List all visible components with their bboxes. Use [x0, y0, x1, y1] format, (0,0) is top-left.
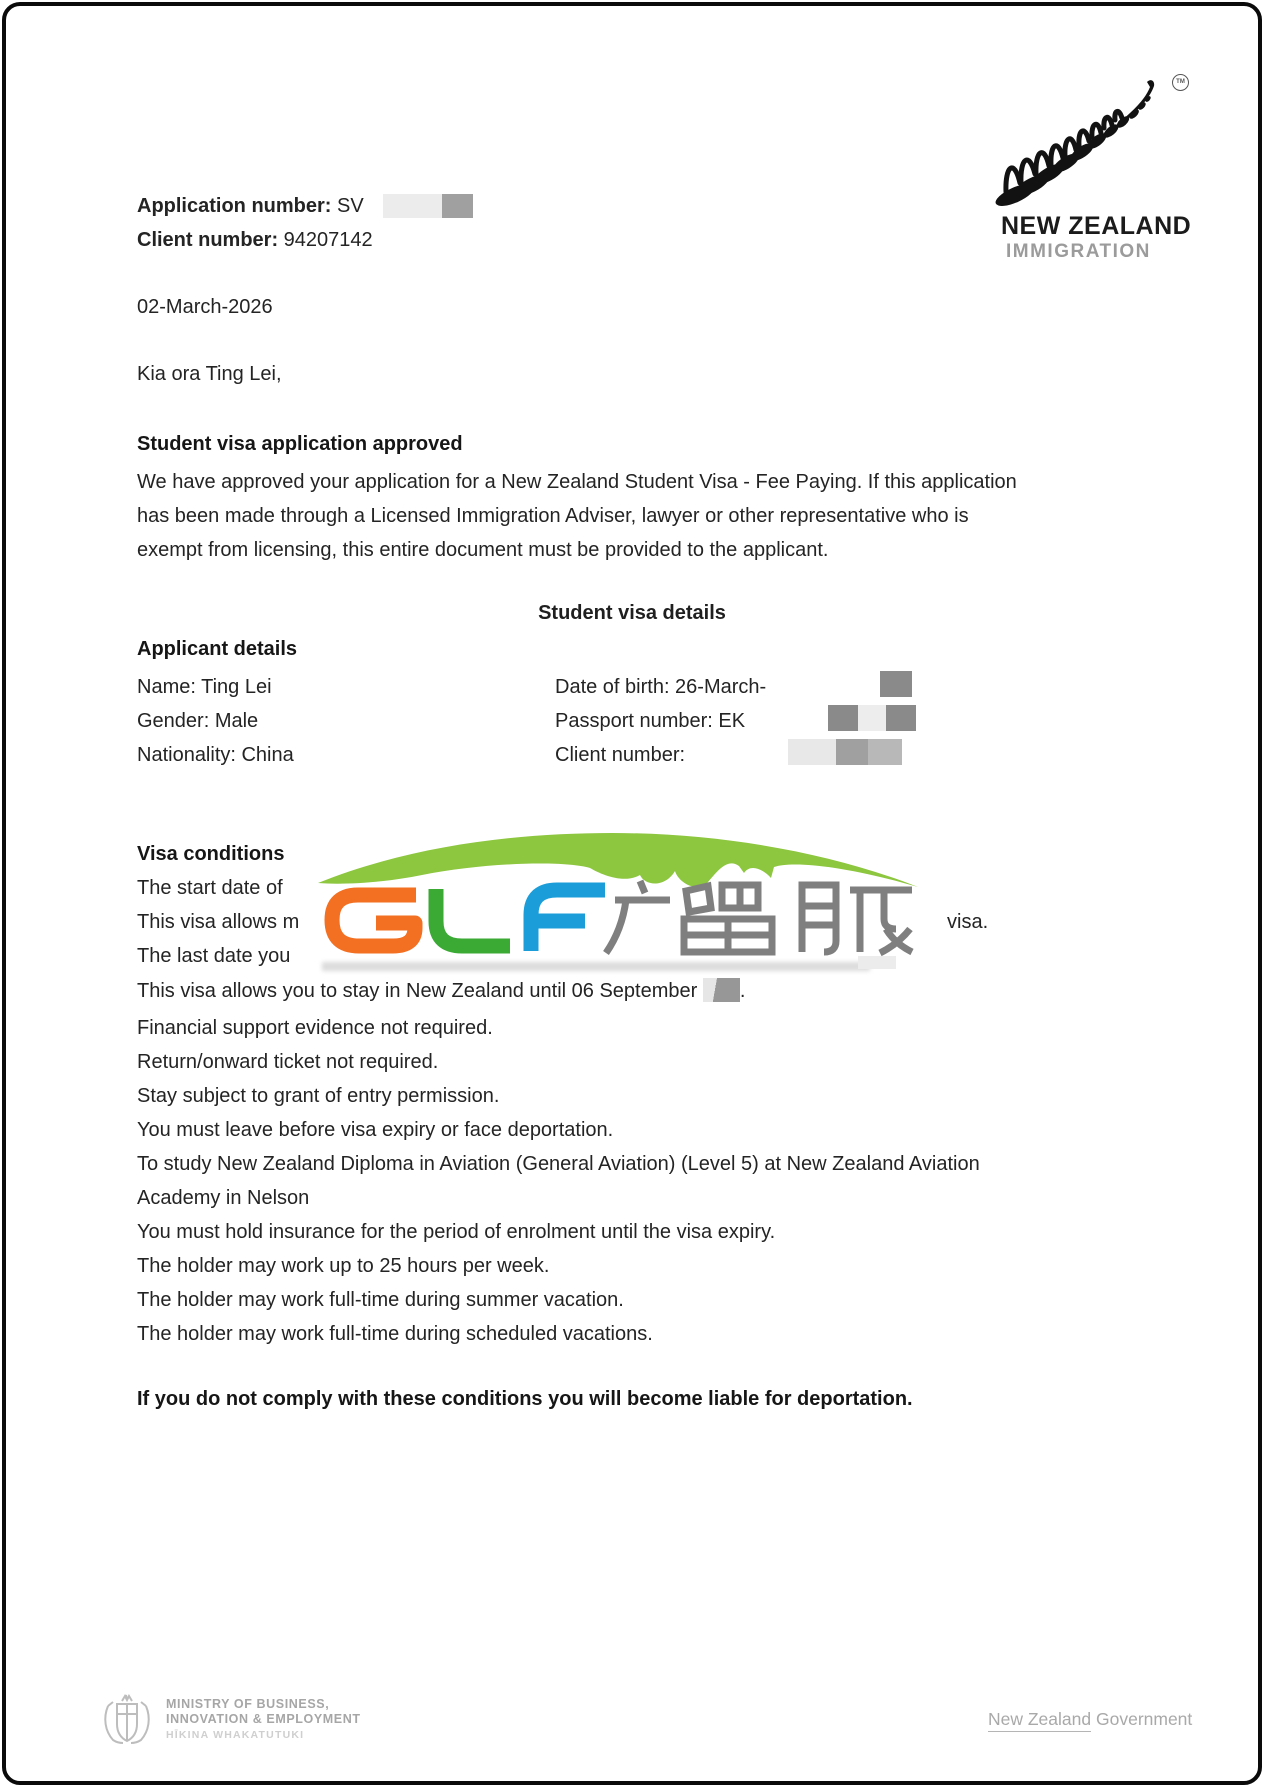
client-redaction-2 — [836, 739, 868, 765]
approval-body — [137, 465, 1017, 567]
application-number-label: Application number: — [137, 195, 332, 217]
ministry-maori-name: HĪKINA WHAKATUTUKI — [166, 1729, 305, 1741]
client-redaction-1 — [788, 739, 836, 765]
conditions-list — [137, 1011, 980, 1351]
passport-redaction-1 — [828, 705, 858, 731]
applicant-detail-row: Passport number: EK — [555, 710, 746, 732]
watermark-letter-g — [332, 895, 416, 946]
passport-redaction-3 — [886, 705, 916, 731]
applicant-detail-row: Date of birth: 26-March- — [555, 676, 767, 698]
condition-line-allows: This visa allows m visa. — [137, 911, 989, 933]
visa-conditions-heading: Visa conditions — [137, 843, 285, 865]
compliance-warning: If you do not comply with these conditions you will become liable for deportation. — [137, 1388, 913, 1410]
condition-line: The holder may work up to 25 hours per week. — [137, 1255, 550, 1277]
trademark-icon: TM — [1172, 74, 1189, 91]
condition-line-allows-suffix: visa. — [947, 911, 989, 933]
nz-government-logo — [988, 1709, 1192, 1730]
client-number-row — [137, 227, 373, 253]
condition-line: Stay subject to grant of entry permission. — [137, 1085, 500, 1107]
silver-fern-icon — [993, 76, 1165, 210]
logo-wordmark-immigration: IMMIGRATION — [1006, 241, 1151, 262]
condition-line: Return/onward ticket not required. — [137, 1051, 439, 1073]
glf-watermark-logo — [312, 833, 924, 961]
condition-line: To study New Zealand Diploma in Aviation (General Aviation) (Level 5) at New Zealand Aviation — [137, 1153, 980, 1175]
section-title: Student visa details — [538, 602, 726, 624]
approval-body-line: has been made through a Licensed Immigration Adviser, lawyer or other representative who is — [137, 505, 969, 527]
application-number-value: SV — [331, 195, 364, 217]
condition-line: You must hold insurance for the period of enrolment until the visa expiry. — [137, 1221, 776, 1243]
condition-line-stay-until: This visa allows you to stay in New Zealand until 06 September . — [137, 980, 746, 1002]
applicant-details-heading: Applicant details — [137, 638, 298, 660]
logo-wordmark-new-zealand: NEW ZEALAND — [1001, 212, 1192, 240]
blurred-redacted-text — [322, 962, 870, 971]
client-redaction-3 — [868, 739, 902, 765]
applicant-detail-row: Gender: Male — [137, 710, 259, 732]
approval-heading: Student visa application approved — [137, 433, 463, 455]
condition-line: Academy in Nelson — [137, 1187, 310, 1209]
ministry-name-line1: MINISTRY OF BUSINESS, — [166, 1697, 330, 1711]
nz-government-part2: Government — [1091, 1709, 1193, 1729]
approval-body-line: exempt from licensing, this entire document must be provided to the applicant. — [137, 539, 829, 561]
client-number-label: Client number: — [137, 229, 279, 251]
watermark-letter-l — [436, 889, 510, 946]
stay-date-redaction — [703, 978, 740, 1002]
condition-line: Financial support evidence not required. — [137, 1017, 493, 1039]
approval-body-line: We have approved your application for a New Zealand Student Visa - Fee Paying. If this application — [137, 471, 1017, 493]
condition-line: The holder may work full-time during scheduled vacations. — [137, 1323, 653, 1345]
coat-of-arms-icon — [98, 1694, 156, 1746]
letter-date: 02-March-2026 — [137, 296, 273, 318]
application-number-row — [137, 193, 364, 219]
client-number-value: 94207142 — [278, 229, 373, 251]
ministry-name-line2: INNOVATION & EMPLOYMENT — [166, 1712, 361, 1726]
condition-line-last-date: The last date you — [137, 945, 291, 967]
condition-line-start-date: The start date of — [137, 877, 283, 899]
applicant-detail-row: Nationality: China — [137, 744, 294, 766]
applicant-details-left-column — [137, 670, 294, 772]
date-of-birth-redaction — [880, 671, 912, 697]
condition-line: You must leave before visa expiry or face deportation. — [137, 1119, 614, 1141]
condition-line: The holder may work full-time during summer vacation. — [137, 1289, 624, 1311]
nz-government-part1: New Zealand — [988, 1709, 1091, 1732]
watermark-arc — [318, 833, 918, 887]
application-number-redaction-dark — [442, 194, 473, 218]
passport-redaction-2 — [858, 705, 886, 731]
applicant-detail-row: Client number: — [555, 744, 686, 766]
applicant-detail-row: Name: Ting Lei — [137, 676, 272, 698]
application-number-redaction-light — [383, 194, 442, 218]
greeting: Kia ora Ting Lei, — [137, 363, 282, 385]
applicant-details-right-column — [555, 670, 766, 772]
